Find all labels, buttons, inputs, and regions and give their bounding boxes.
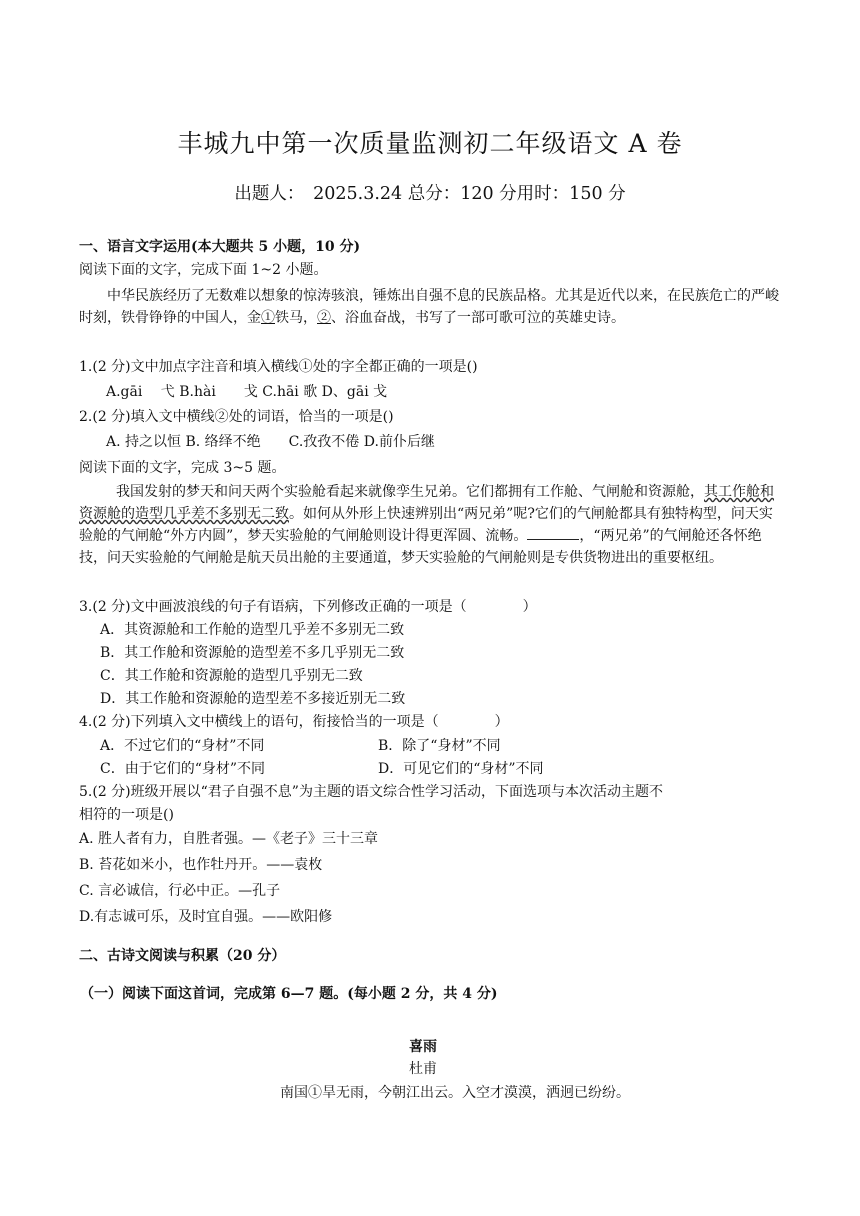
page-title: 丰城九中第一次质量监测初二年级语文 A 卷 — [177, 129, 683, 158]
section1-heading: 一、语言文字运用(本大题共 5 小题，10 分) — [79, 239, 361, 255]
poem-line-1: 南国①旱无雨，今朝江出云。入空才漠漠，洒迥已纷纷。 — [280, 1085, 630, 1101]
exam-info: 出题人： 2025.3.24 总分：120 分用时：150 分 — [234, 184, 626, 204]
question-2-stem: 2.(2 分)填入文中横线②处的词语，恰当的一项是() — [79, 409, 394, 425]
question-5-option-a: A. 胜人者有力，自胜者强。—《老子》三十三章 — [79, 831, 379, 847]
question-4-option-b: B．除了“身材”不同 — [378, 738, 501, 754]
passage-2-part-a: 我国发射的梦天和问天两个实验舱看起来就像孪生兄弟。它们都拥有工作舱、气闸舱和资源舱， — [116, 484, 704, 500]
passage-1-part-c: 、浴血奋战，书写了一部可歌可泣的英雄史诗。 — [331, 310, 625, 326]
passage-1-part-b: 铁马， — [275, 310, 317, 326]
question-1-options: A.gāi 弋 B.hài 戈 C.hāi 歌 D、gāi 戈 — [106, 384, 388, 400]
question-4-stem: 4.(2 分)下列填入文中横线上的语句，衔接恰当的一项是（ ） — [79, 714, 509, 730]
question-2-options: A. 持之以恒 B. 络绎不绝 C.孜孜不倦 D.前仆后继 — [106, 434, 435, 450]
section2-sub-heading: （一）阅读下面这首词，完成第 6—7 题。(每小题 2 分，共 4 分) — [80, 986, 498, 1002]
poem-author: 杜甫 — [409, 1061, 437, 1077]
section2-heading: 二、古诗文阅读与积累（20 分） — [79, 948, 286, 964]
question-3-option-d: D．其工作舱和资源舱的造型差不多接近别无二致 — [100, 691, 406, 707]
question-4-option-a: A．不过它们的“身材”不同 — [100, 738, 265, 754]
question-3-stem: 3.(2 分)文中画波浪线的句子有语病，下列修改正确的一项是（ ） — [79, 599, 537, 615]
passage-1 — [79, 285, 779, 329]
passage-2-part-c: ，“两兄弟”的气闸舱还各怀绝技，问天实验舱的气闸舱是航天员出舱的主要通道，梦天实验舱的气闸舱则是专供货物进出的重要枢纽。 — [79, 528, 762, 566]
blank-marker-2: ② — [317, 310, 331, 326]
passage-2 — [79, 481, 779, 569]
question-1-stem: 1.(2 分)文中加点字注音和填入横线①处的字全都正确的一项是() — [79, 359, 478, 375]
passage-2-part-b: 。如何从外形上快速辨别出“两兄弟”呢?它们的气闸舱都具有独特构型，问天实验舱的气闸舱“外方内圆”，梦天实验舱的气闸舱则设计得更浑圆、流畅。 — [79, 506, 773, 544]
fill-in-blank-line — [527, 525, 579, 540]
question-5-option-b: B. 苔花如米小，也作牡丹开。——袁枚 — [79, 857, 323, 873]
question-5-option-c: C. 言必诚信，行必中正。—孔子 — [79, 883, 281, 899]
reading-intro-1: 阅读下面的文字，完成下面 1~2 小题。 — [79, 262, 328, 278]
reading-intro-2: 阅读下面的文字，完成 3~5 题。 — [79, 460, 286, 476]
question-4-option-c: C．由于它们的“身材”不同 — [100, 761, 266, 777]
question-5-stem-line-1: 5.(2 分)班级开展以“君子自强不息”为主题的语文综合性学习活动，下面选项与本次活动主题不 — [79, 784, 663, 800]
question-3-option-b: B．其工作舱和资源舱的造型差不多几乎别无二致 — [100, 645, 405, 661]
question-4-option-d: D．可见它们的“身材”不同 — [378, 761, 544, 777]
poem-title: 喜雨 — [409, 1039, 437, 1055]
question-3-option-c: C．其工作舱和资源舱的造型几乎别无二致 — [100, 668, 363, 684]
question-3-option-a: A．其资源舱和工作舱的造型几乎差不多别无二致 — [100, 622, 405, 638]
wavy-underlined-sentence: 其工作舱和资源舱的造型几乎差不多别无二致 — [79, 484, 774, 522]
passage-1-part-a: 中华民族经历了无数难以想象的惊涛骇浪，锤炼出自强不息的民族品格。尤其是近代以来，在民族危亡的严峻时刻，铁骨铮铮的中国人，金 — [79, 288, 779, 326]
blank-marker-1: ① — [261, 310, 275, 326]
question-5-stem-line-2: 相符的一项是() — [79, 807, 174, 823]
question-5-option-d: D.有志诚可乐，及时宜自强。——欧阳修 — [79, 909, 333, 925]
